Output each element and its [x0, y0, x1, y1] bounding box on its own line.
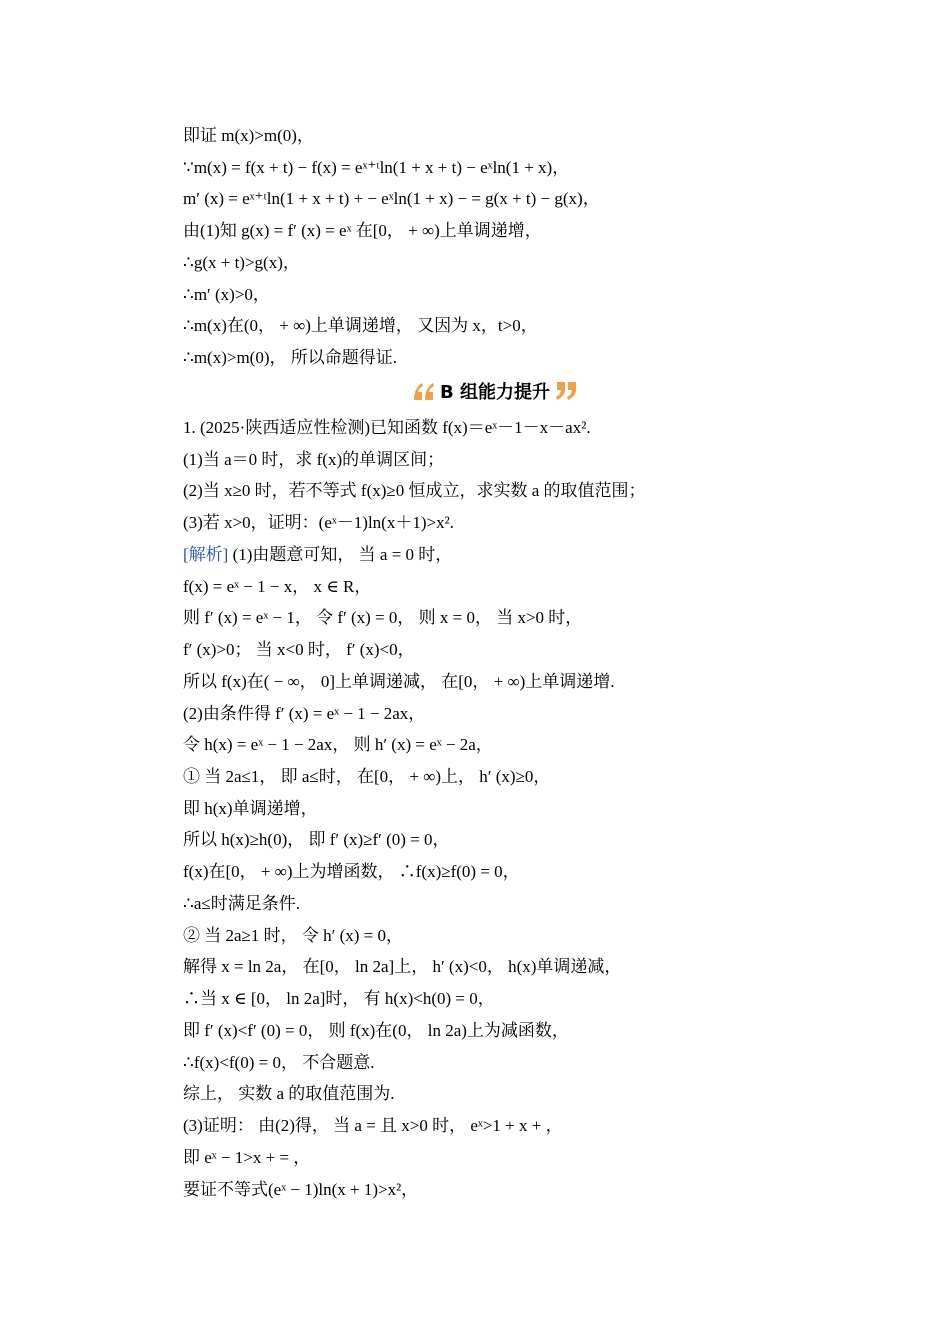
analysis-line: 要证不等式(eˣ − 1)ln(x + 1)>x²，	[183, 1180, 419, 1199]
problem-part: (3)若 x>0，证明：(eˣ－1)ln(x＋1)>x².	[183, 513, 454, 532]
problem-part: (1)当 a＝0 时，求 f(x)的单调区间；	[183, 450, 445, 469]
problem-part: (2)当 x≥0 时，若不等式 f(x)≥0 恒成立，求实数 a 的取值范围；	[183, 481, 646, 500]
analysis-line: ① 当 2a≤1， 即 a≤时， 在[0， + ∞)上， h′ (x)≥0，	[183, 767, 551, 786]
analysis-line: 即 h(x)单调递增，	[183, 799, 318, 818]
text-line: ∴m′ (x)>0，	[183, 285, 270, 304]
text-line: ∴m(x)在(0， + ∞)上单调递增， 又因为 x，t>0，	[183, 316, 538, 335]
analysis-line: ∴当 x ∈ [0， ln 2a]时， 有 h(x)<h(0) = 0，	[183, 989, 495, 1008]
analysis-line: ∴a≤时满足条件.	[183, 894, 300, 913]
analysis-first-line	[183, 545, 452, 565]
text-line: ∴g(x + t)>g(x)，	[183, 253, 300, 272]
section-header	[412, 378, 578, 404]
analysis-line: 所以 h(x)≥h(0)， 即 f′ (x)≥f′ (0) = 0，	[183, 830, 450, 849]
analysis-line: 解得 x = ln 2a， 在[0， ln 2a]上， h′ (x)<0， h(x)单调递减，	[183, 957, 622, 976]
analysis-line: 令 h(x) = eˣ − 1 − 2ax， 则 h′ (x) = eˣ − 2a，	[183, 735, 493, 754]
text-line: m′ (x) = eˣ⁺ᵗln(1 + x + t) + − eˣln(1 + x) − = g(x + t) − g(x)，	[183, 189, 600, 208]
analysis-line: ∴f(x)<f(0) = 0， 不合题意.	[183, 1053, 375, 1072]
analysis-line: f′ (x)>0； 当 x<0 时， f′ (x)<0，	[183, 640, 415, 659]
analysis-line: 所以 f(x)在( − ∞， 0]上单调递减， 在[0， + ∞)上单调递增.	[183, 672, 615, 691]
text-line: ∵m(x) = f(x + t) − f(x) = eˣ⁺ᵗln(1 + x + t) − eˣln(1 + x)，	[183, 158, 570, 177]
close-quote-icon	[554, 380, 578, 402]
section-title: B 组能力提升	[440, 382, 550, 403]
analysis-label: [解析]	[183, 545, 229, 564]
text-line: 由(1)知 g(x) = f′ (x) = eˣ 在[0， + ∞)上单调递增，	[183, 221, 542, 240]
analysis-line: 即 f′ (x)<f′ (0) = 0， 则 f(x)在(0， ln 2a)上为减函数，	[183, 1021, 569, 1040]
analysis-line: 综上， 实数 a 的取值范围为.	[183, 1084, 395, 1103]
text-line: ∴m(x)>m(0)， 所以命题得证.	[183, 348, 397, 367]
analysis-line: 则 f′ (x) = eˣ − 1， 令 f′ (x) = 0， 则 x = 0， 当 x>0 时，	[183, 608, 583, 627]
analysis-line: f(x)在[0， + ∞)上为增函数， ∴f(x)≥f(0) = 0，	[183, 862, 520, 881]
analysis-line: ② 当 2a≥1 时， 令 h′ (x) = 0，	[183, 926, 404, 945]
analysis-line: (3)证明： 由(2)得， 当 a = 且 x>0 时， eˣ>1 + x + ，	[183, 1116, 563, 1135]
analysis-line: 即 eˣ − 1>x + = ，	[183, 1148, 311, 1167]
analysis-text: (1)由题意可知， 当 a = 0 时，	[228, 545, 453, 564]
text-line: 即证 m(x)>m(0)，	[183, 126, 314, 145]
open-quote-icon	[412, 380, 436, 402]
analysis-line: f(x) = eˣ − 1 − x， x ∈ R，	[183, 577, 372, 596]
analysis-line: (2)由条件得 f′ (x) = eˣ − 1 − 2ax，	[183, 704, 426, 723]
problem-stem: 1. (2025·陕西适应性检测)已知函数 f(x)＝eˣ－1－x－ax².	[183, 418, 591, 437]
